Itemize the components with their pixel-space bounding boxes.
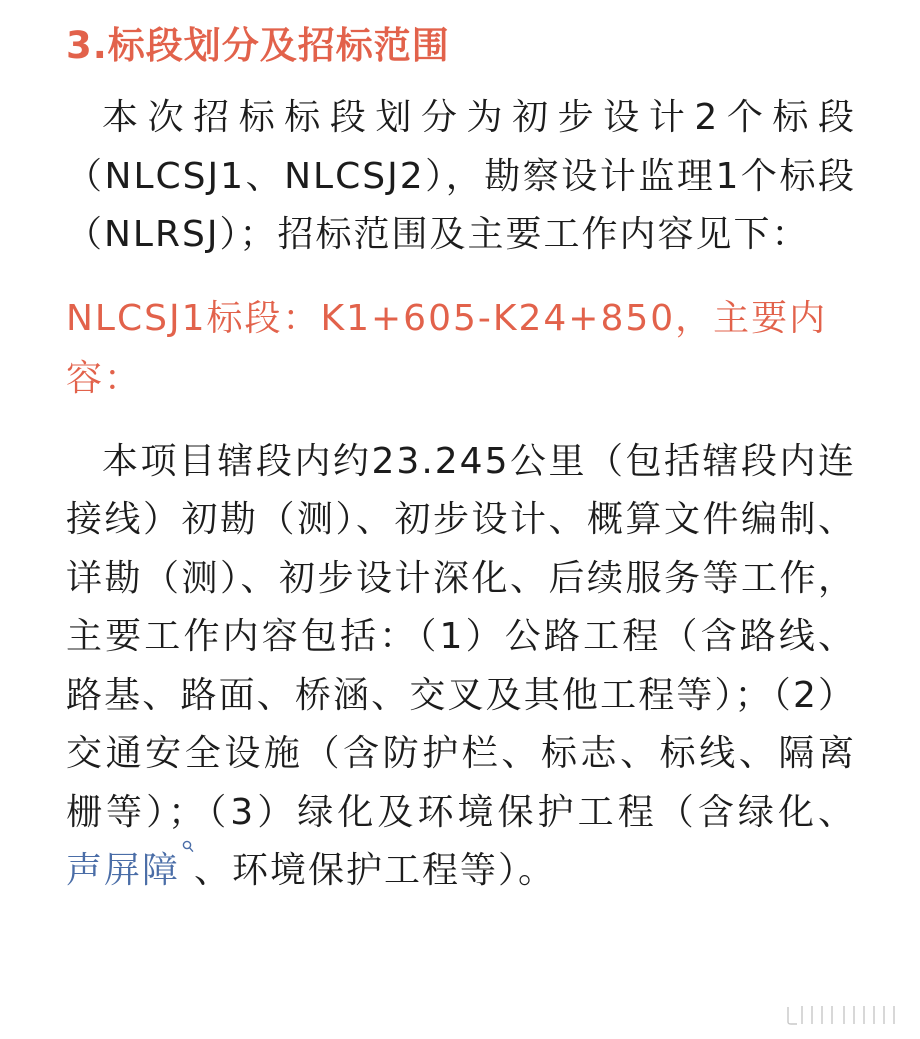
- scope-paragraph: [66, 433, 856, 901]
- search-icon: [182, 842, 194, 868]
- scope-text-after-link: 、环境保护工程等）。: [194, 850, 557, 891]
- scope-text-before-link: 本项目辖段内约23.245公里（包括辖段内连接线）初勘（测）、初步设计、概算文件编制、详勘（测）、初步设计深化、后续服务等工作，主要工作内容包括：（1）公路工程（含路线、路基、路面、桥涵、交叉及其他工程等）；（2）交通安全设施（含防护栏、标志、标线、隔离栅等）；（3）绿化及环境保护工程（含绿化、: [66, 440, 856, 833]
- section-heading: 3.标段划分及招标范围: [66, 24, 450, 67]
- keyword-search-link[interactable]: [66, 850, 194, 891]
- intro-paragraph: 本次招标标段划分为初步设计2个标段（NLCSJ1、NLCSJ2），勘察设计监理1个标段（NLRSJ）；招标范围及主要工作内容见下：: [66, 97, 856, 255]
- lot-label: NLCSJ1标段：K1+605-K24+850，主要内容：: [66, 297, 828, 399]
- article: [66, 0, 856, 901]
- keyword-link-text: 声屏障: [66, 850, 181, 891]
- watermark-logo: [786, 1003, 898, 1025]
